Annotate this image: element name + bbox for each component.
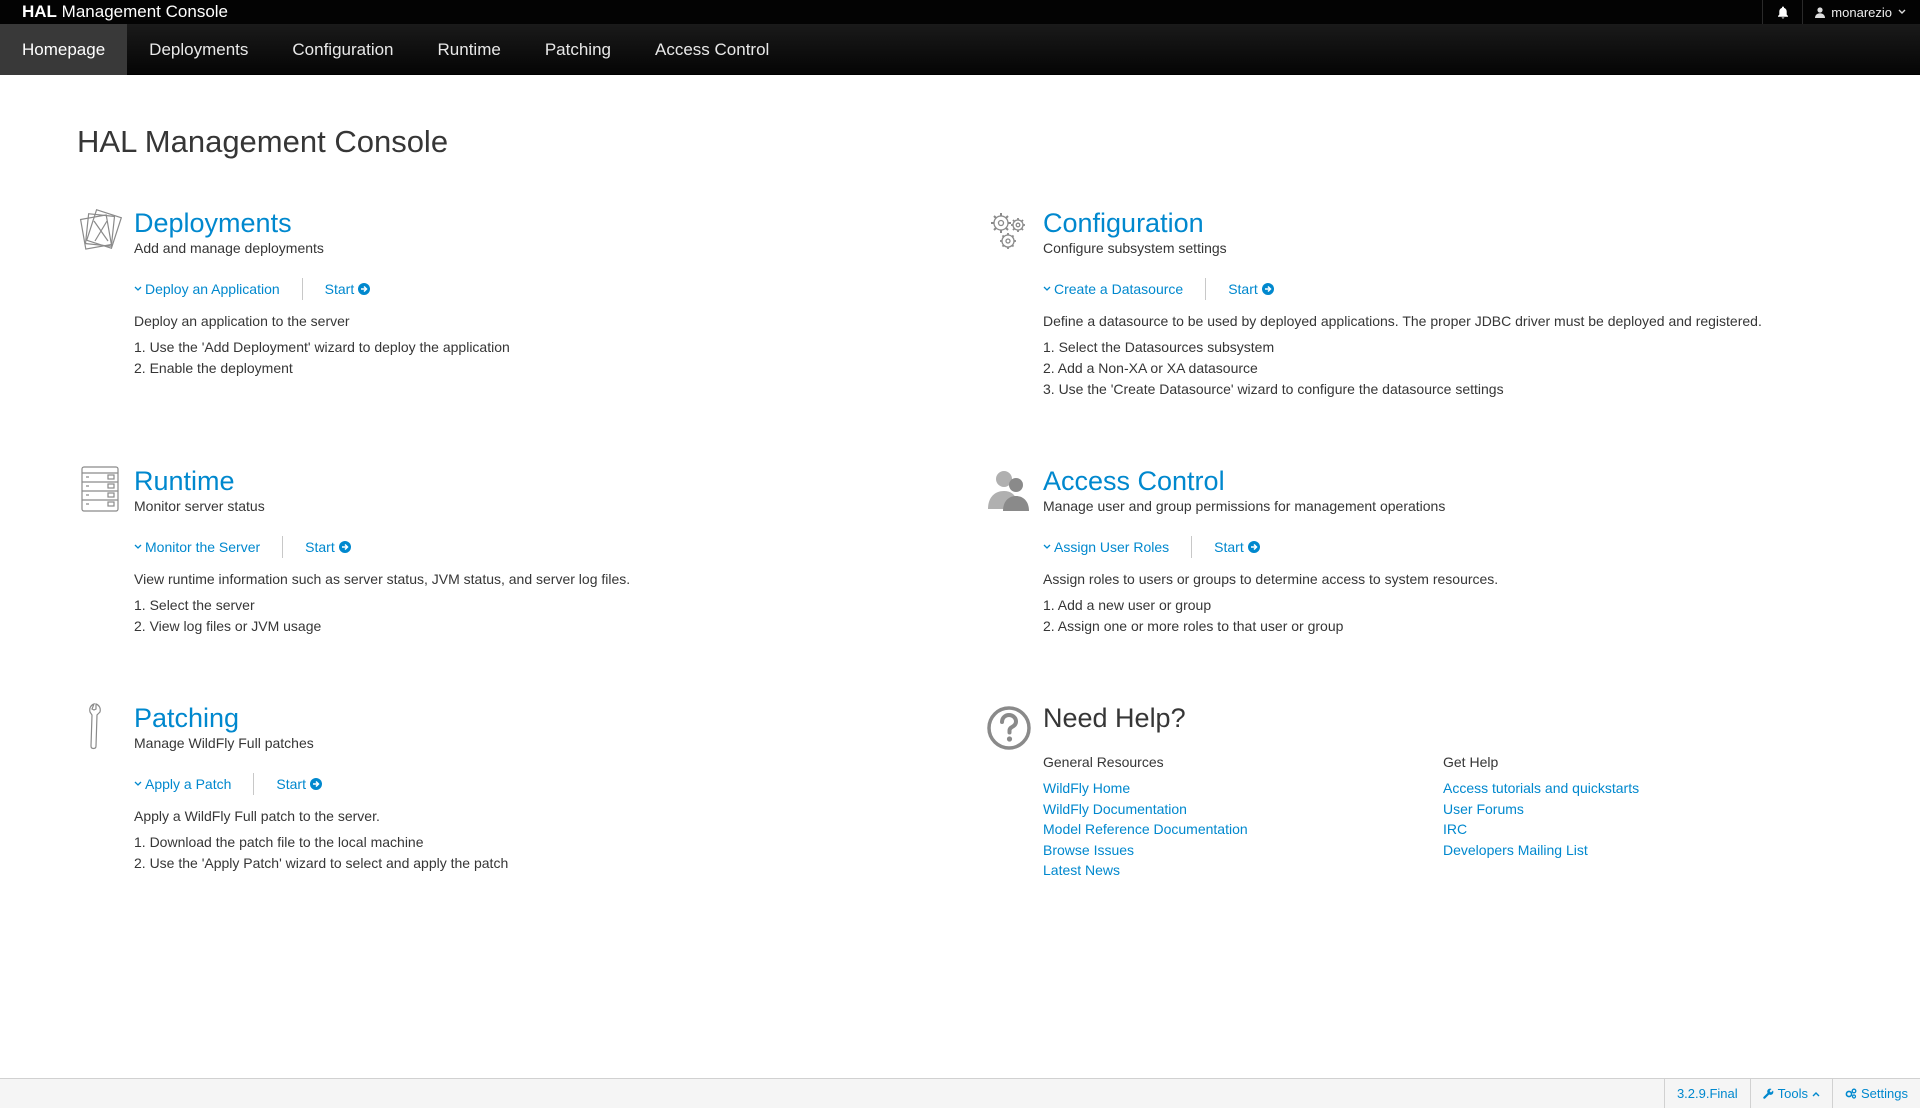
brand-title[interactable] bbox=[22, 2, 228, 22]
step: 2. Assign one or more roles to that user or group bbox=[1043, 618, 1344, 634]
access-control-steps bbox=[1043, 595, 1886, 637]
tutorials-link[interactable]: Access tutorials and quickstarts bbox=[1443, 780, 1640, 796]
general-resources-heading: General Resources bbox=[1043, 754, 1164, 770]
nav-homepage[interactable]: Homepage bbox=[0, 24, 127, 75]
tools-menu[interactable] bbox=[1750, 1079, 1832, 1108]
notifications-button[interactable] bbox=[1762, 0, 1802, 24]
action-divider bbox=[282, 536, 283, 558]
start-label: Start bbox=[324, 281, 355, 297]
step: 2. Use the 'Apply Patch' wizard to select and apply the patch bbox=[134, 855, 509, 871]
monitor-server-toggle[interactable] bbox=[134, 539, 260, 555]
access-control-subtitle: Manage user and group permissions for management operations bbox=[1043, 498, 1446, 514]
user-forums-link[interactable]: User Forums bbox=[1443, 800, 1524, 817]
brand-rest: Management Console bbox=[56, 2, 228, 21]
step: 2. View log files or JVM usage bbox=[134, 618, 322, 634]
gears-icon bbox=[986, 207, 1032, 255]
start-label: Start bbox=[1228, 281, 1258, 297]
runtime-subtitle: Monitor server status bbox=[134, 498, 265, 514]
deployments-start-link[interactable] bbox=[325, 281, 371, 297]
chevron-down-icon bbox=[134, 544, 142, 550]
patching-title[interactable]: Patching bbox=[134, 703, 240, 733]
chevron-down-icon bbox=[134, 781, 142, 787]
get-help bbox=[1443, 752, 1843, 881]
deploy-application-toggle[interactable] bbox=[134, 281, 280, 297]
configuration-subtitle: Configure subsystem settings bbox=[1043, 240, 1227, 256]
topbar-right bbox=[1762, 0, 1920, 24]
create-datasource-toggle[interactable] bbox=[1043, 281, 1183, 297]
nav-configuration[interactable]: Configuration bbox=[292, 39, 394, 59]
gears-icon bbox=[1845, 1088, 1857, 1099]
latest-news-link[interactable]: Latest News bbox=[1043, 862, 1121, 878]
browse-issues-link[interactable]: Browse Issues bbox=[1043, 841, 1135, 858]
deploy-application-label: Deploy an Application bbox=[145, 281, 280, 297]
create-datasource-label: Create a Datasource bbox=[1054, 281, 1184, 297]
assign-user-roles-label: Assign User Roles bbox=[1054, 539, 1170, 555]
step: 1. Select the Datasources subsystem bbox=[1043, 339, 1275, 355]
apply-patch-toggle[interactable] bbox=[134, 776, 231, 792]
wrench-icon bbox=[77, 702, 123, 750]
runtime-title[interactable]: Runtime bbox=[134, 466, 235, 496]
arrow-circle-right-icon bbox=[1248, 541, 1260, 553]
access-control-description: Assign roles to users or groups to determine access to system resources. bbox=[1043, 571, 1499, 587]
action-divider bbox=[1205, 278, 1206, 300]
step: 1. Use the 'Add Deployment' wizard to deploy the application bbox=[134, 339, 510, 355]
start-label: Start bbox=[305, 539, 335, 555]
arrow-circle-right-icon bbox=[339, 541, 351, 553]
patching-steps bbox=[134, 832, 937, 874]
nav-access-control[interactable]: Access Control bbox=[655, 39, 770, 59]
nav-patching[interactable]: Patching bbox=[544, 39, 611, 59]
runtime-start-link[interactable] bbox=[305, 539, 351, 555]
access-control-title[interactable]: Access Control bbox=[1043, 466, 1225, 496]
page-title: HAL Management Console bbox=[77, 124, 449, 159]
step: 1. Add a new user or group bbox=[1043, 597, 1212, 613]
deployments-steps bbox=[134, 337, 937, 379]
settings-link[interactable] bbox=[1832, 1079, 1920, 1108]
chevron-down-icon bbox=[1898, 9, 1906, 15]
step: 2. Enable the deployment bbox=[134, 360, 293, 376]
need-help-title: Need Help? bbox=[1043, 703, 1186, 733]
monitor-server-label: Monitor the Server bbox=[145, 539, 261, 555]
chevron-down-icon bbox=[134, 286, 142, 292]
tools-label: Tools bbox=[1777, 1086, 1809, 1101]
runtime-steps bbox=[134, 595, 937, 637]
deployments-subtitle: Add and manage deployments bbox=[134, 240, 324, 256]
nav-deployments[interactable]: Deployments bbox=[149, 39, 249, 59]
chevron-down-icon bbox=[1043, 286, 1051, 292]
configuration-steps bbox=[1043, 337, 1886, 400]
settings-label: Settings bbox=[1861, 1086, 1908, 1101]
step: 3. Use the 'Create Datasource' wizard to configure the datasource settings bbox=[1043, 381, 1504, 397]
version-label: 3.2.9.Final bbox=[1676, 1086, 1738, 1101]
arrow-circle-right-icon bbox=[310, 778, 322, 790]
get-help-heading: Get Help bbox=[1443, 754, 1499, 770]
deployments-description: Deploy an application to the server bbox=[134, 313, 350, 329]
model-reference-link[interactable]: Model Reference Documentation bbox=[1043, 821, 1248, 837]
main-nav bbox=[0, 24, 1920, 75]
wildfly-documentation-link[interactable]: WildFly Documentation bbox=[1043, 800, 1187, 817]
step: 1. Download the patch file to the local machine bbox=[134, 834, 424, 850]
patching-start-link[interactable] bbox=[276, 776, 322, 792]
deployments-icon bbox=[77, 207, 123, 255]
user-icon bbox=[1815, 7, 1825, 18]
brand-bold: HAL bbox=[22, 2, 57, 21]
start-label: Start bbox=[276, 776, 306, 792]
configuration-description: Define a datasource to be used by deployed applications. The proper JDBC driver must be deployed and registered. bbox=[1043, 313, 1762, 329]
arrow-circle-right-icon bbox=[1262, 283, 1274, 295]
mailing-list-link[interactable]: Developers Mailing List bbox=[1443, 841, 1588, 858]
bell-icon bbox=[1777, 6, 1789, 19]
general-resources bbox=[1043, 752, 1443, 881]
action-divider bbox=[1191, 536, 1192, 558]
start-label: Start bbox=[1214, 539, 1244, 555]
footer-right bbox=[1664, 1079, 1920, 1108]
apply-patch-label: Apply a Patch bbox=[145, 776, 232, 792]
chevron-down-icon bbox=[1043, 544, 1051, 550]
patching-subtitle: Manage WildFly Full patches bbox=[134, 735, 314, 751]
users-icon bbox=[986, 465, 1032, 513]
configuration-start-link[interactable] bbox=[1228, 281, 1274, 297]
server-icon bbox=[77, 465, 123, 513]
irc-link[interactable]: IRC bbox=[1443, 821, 1468, 837]
patching-description: Apply a WildFly Full patch to the server. bbox=[134, 808, 380, 824]
step: 2. Add a Non-XA or XA datasource bbox=[1043, 360, 1258, 376]
action-divider bbox=[253, 773, 254, 795]
action-divider bbox=[302, 278, 303, 300]
assign-user-roles-toggle[interactable] bbox=[1043, 539, 1169, 555]
nav-runtime[interactable]: Runtime bbox=[437, 39, 501, 59]
wildfly-home-link[interactable]: WildFly Home bbox=[1043, 780, 1131, 796]
username: monarezio bbox=[1831, 4, 1892, 20]
arrow-circle-right-icon bbox=[358, 283, 370, 295]
footer bbox=[0, 1078, 1920, 1108]
wrench-icon bbox=[1763, 1088, 1774, 1099]
top-bar bbox=[0, 0, 1920, 24]
access-control-start-link[interactable] bbox=[1214, 539, 1260, 555]
user-menu[interactable] bbox=[1802, 0, 1920, 24]
question-circle-icon bbox=[986, 704, 1032, 752]
deployments-title[interactable]: Deployments bbox=[134, 208, 292, 238]
chevron-up-icon bbox=[1812, 1091, 1820, 1097]
configuration-title[interactable]: Configuration bbox=[1043, 208, 1204, 238]
step: 1. Select the server bbox=[134, 597, 255, 613]
version-link[interactable] bbox=[1664, 1079, 1750, 1108]
runtime-description: View runtime information such as server status, JVM status, and server log files. bbox=[134, 571, 631, 587]
